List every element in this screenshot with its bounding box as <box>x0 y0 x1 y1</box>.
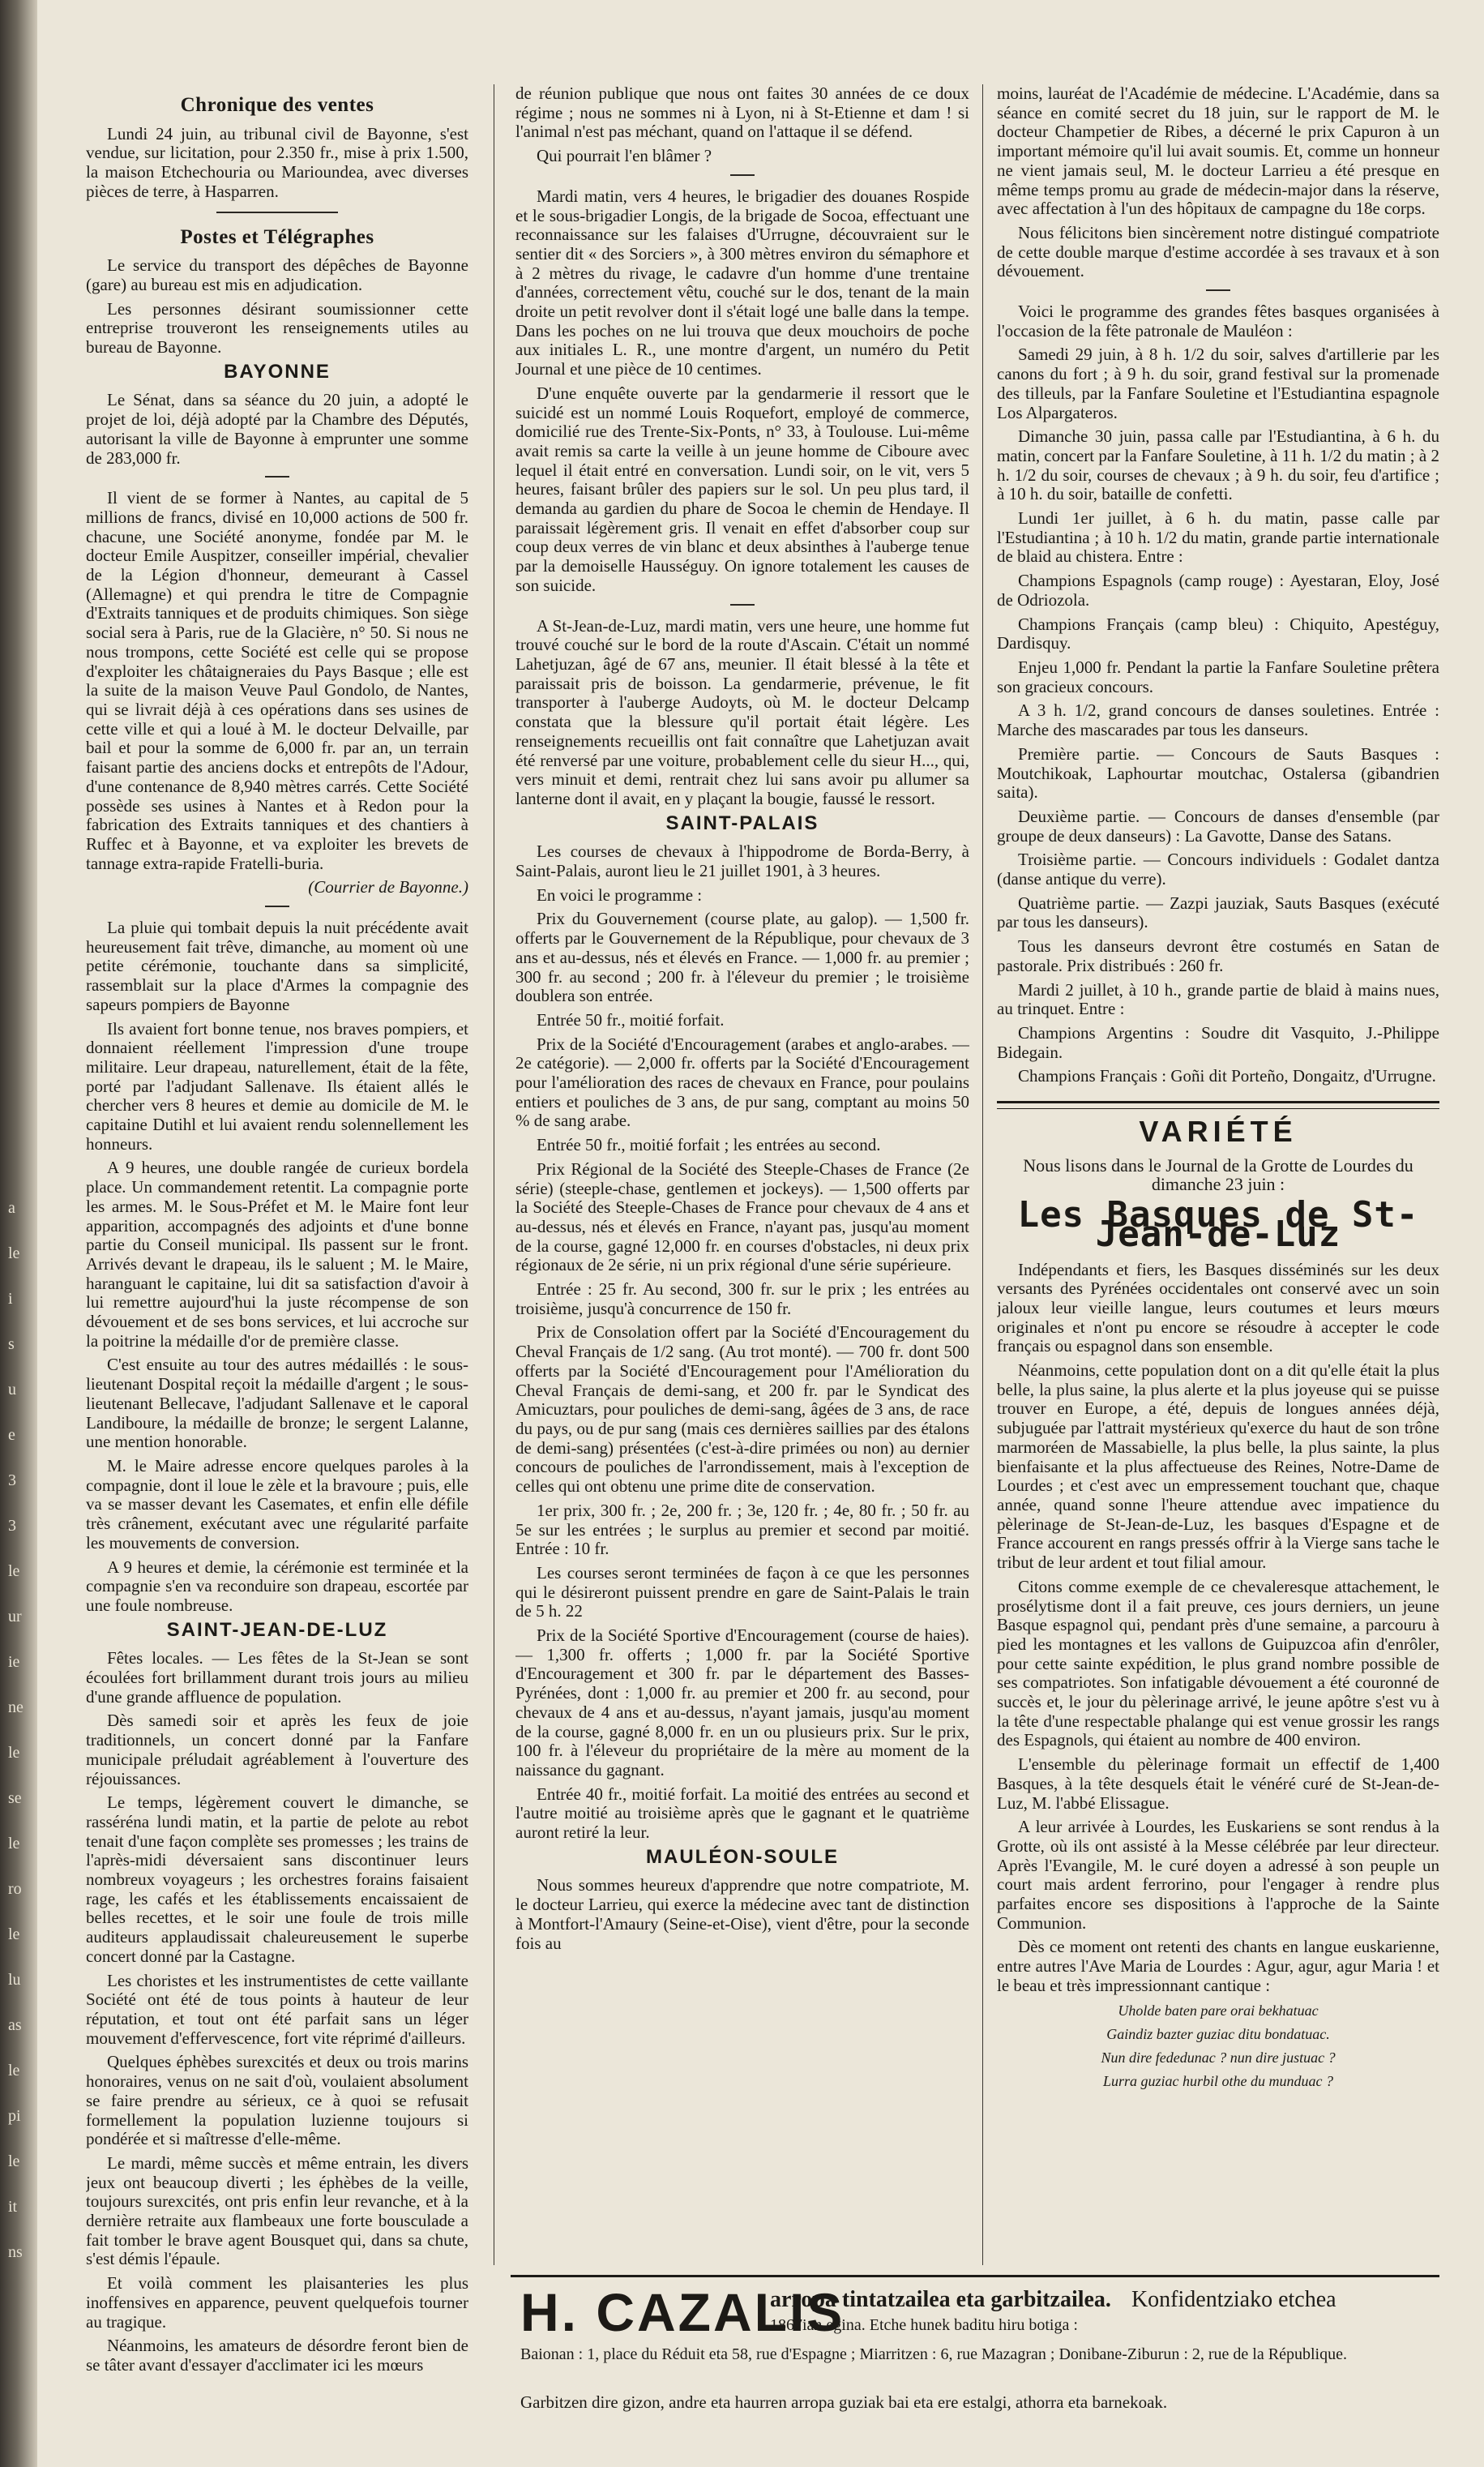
paragraph: A 3 h. 1/2, grand concours de danses souletines. Entrée : Marche des mascarades par tous les danseurs. <box>997 700 1439 740</box>
paragraph: Indépendants et fiers, les Basques disséminés sur les deux versants des Pyrénées occidentales ont conservé avec un soin jaloux leur vieille langue, leurs coutumes et leurs mœurs originales et n'ont pu encore se résoudre à accepter le code français ou espagnol dans son ensemble. <box>997 1259 1439 1356</box>
paragraph: Prix de Consolation offert par la Société d'Encouragement du Cheval Français de 1/2 sang. (Au trot monté). — 700 fr. dont 500 offerts par la Société d'Encouragement pour l'Amélioration du Cheval Français de demi-sang, et 200 fr. par le Syndicat des Amicuztars, pour pouliches de demi-sang, âgées de 3 ans, de race du pays, ou de pur sang (mais ces dernières saillies par des étalons de demi-sang) présentées (c'est-à-dire primées ou non) au dernier concours de pouliches de l'arrondissement, mais à l'exception de celles qui ont obtenu une prime dite de conservation. <box>515 1322 969 1497</box>
paragraph: Prix de la Société d'Encouragement (arabes et anglo-arabes. — 2e catégorie). — 2,000 fr. offerts par la Société d'Encouragement pour l'amélioration des races de chevaux en France, pour poulains entiers et pouliches de 3 ans, de pur sang, comptant au moins 50 % de sang arabe. <box>515 1034 969 1131</box>
paragraph: L'ensemble du pèlerinage formait un effectif de 1,400 Basques, à la tête desquels était le vénéré curé de St-Jean-de-Luz, M. l'abbé Elissague. <box>997 1754 1439 1813</box>
paragraph: A St-Jean-de-Luz, mardi matin, vers une heure, une homme fut trouvé couché sur le bord de la route d'Ascain. C'était un nommé Lahetjuzan, âgé de 67 ans, meunier. Il était blessé à la tête et paraissait pris de boisson. La gendarmerie, prévenue, le fit transporter à l'auberge Audoyts, où M. le docteur Delcamp constata que la blessure qu'il portait était légère. Les renseignements recueillis ont fait connaître que Lahetjuzan avait été renversé par une voiture, probablement celle du sieur H..., qui, vers minuit et demi, rentrait chez lui sans avoir pu allumer sa lanterne dont il avait, en y plaçant la bougie, faussé le ressort. <box>515 615 969 808</box>
ad-tagline <box>770 2287 1336 2313</box>
divider <box>216 212 338 213</box>
paragraph: Lundi 24 juin, au tribunal civil de Bayonne, s'est vendue, sur licitation, pour 2.350 fr., mise à prix 1.500, la maison Etchechouria ou Marioundea, avec diverses pièces de terre, à Hasparren. <box>86 123 468 201</box>
divider <box>730 604 755 606</box>
article-intro: Nous lisons dans le Journal de la Grotte de Lourdes du dimanche 23 juin : <box>1023 1154 1413 1195</box>
paragraph: En voici le programme : <box>537 884 703 905</box>
paragraph: Première partie. — Concours de Sauts Basques : Moutchikoak, Laphourtar moutchac, Ostalersa (gibandrien saita). <box>997 743 1439 803</box>
section-title-mauleon-soule: MAULÉON-SOULE <box>646 1845 839 1868</box>
paragraph: Champions Espagnols (camp rouge) : Ayestaran, Eloy, José de Odriozola. <box>997 571 1439 610</box>
paragraph: Le mardi, même succès et même entrain, les divers jeux ont beaucoup diverti ; les éphèbes de la veille, toujours surexcités, ont pris enfin leur revanche, et à la dernière retraite aux flambeaux une forte bousculade a fait tomber le brave agent Bousquet qui, dans sa chute, s'est démis l'épaule. <box>86 2152 468 2269</box>
paragraph: A 9 heures, une double rangée de curieux bordela place. Un commandement retentit. La compagnie porte les armes. M. le Sous-Préfet et M. le Maire font leur apparition, accompagnés des adjoints et d'une bonne partie du Conseil municipal. Ils passent sur le front. Arrivés devant le drapeau, ils le saluent ; M. le Maire, haranguant le capitaine, lui dit sa satisfaction d'avoir à lui remettre aujourd'hui la juste récompense de son dévouement et de ses bons services, et lui accroche sur la poitrine la médaille d'or de première classe. <box>86 1158 468 1351</box>
divider <box>1206 289 1230 291</box>
paragraph: Enjeu 1,000 fr. Pendant la partie la Fanfare Souletine prêtera son gracieux concours. <box>997 657 1439 696</box>
verse-line: Nun dire fededunac ? nun dire justuac ? <box>1101 2049 1336 2066</box>
paragraph: C'est ensuite au tour des autres médaillés : le sous-lieutenant Dospital reçoit la médaille d'argent ; le sous-lieutenant Bellecave, l'adjudant Sallenave et le caporal Landiboure, la médaille de bronze; le sergent Lalanne, une mention honorable. <box>86 1355 468 1452</box>
paragraph: Dès samedi soir et après les feux de joie traditionnels, un concert donné par la Fanfare municipale préludait agréablement à l'ouverture des réjouissances. <box>86 1711 468 1788</box>
section-title-saint-palais: SAINT-PALAIS <box>665 812 819 834</box>
paragraph: Mardi 2 juillet, à 10 h., grande partie de blaid à mains nues, au trinquet. Entre : <box>997 979 1439 1019</box>
paragraph: M. le Maire adresse encore quelques paroles à la compagnie, dont il loue le zèle et la bravoure ; puis, elle va se masser devant les Casemates, et enfin elle défile très crânement, exécutant avec une régularité parfaite les mouvements de conversion. <box>86 1456 468 1553</box>
binding-margin-text <box>3 0 36 2467</box>
section-title-postes: Postes et Télégraphes <box>180 225 374 248</box>
ad-addresses: Baionan : 1, place du Réduit eta 58, rue d'Espagne ; Miarritzen : 6, rue Mazagran ; Donibane-Ziburun : 2, rue de la République. <box>520 2345 1347 2363</box>
paragraph: Prix de la Société Sportive d'Encouragement (course de haies). — 1,300 fr. offerts ; 1,000 fr. par la Société Sportive d'Encouragement et 300 fr. par le département des Basses-Pyrénées, dont : 1,000 fr. au premier et 200 fr. au second, pour chevaux de 4 ans et au-dessus, n'ayant jamais, jusqu'au moment de la course, gagné 8,000 fr. en un ou plusieurs prix. Sur le prix, 100 fr. à l'éleveur du propriétaire de la mère au moment de la naissance du gagnant. <box>515 1625 969 1780</box>
binding-margin-char: ne <box>8 1698 24 1716</box>
binding-margin-char: se <box>8 1789 22 1807</box>
paragraph: Champions Français (camp bleu) : Chiquito, Apestéguy, Dardisquy. <box>997 614 1439 653</box>
paragraph: Le temps, légèrement couvert le dimanche, se rasséréna lundi matin, et la partie de pelote au rebot tenait d'une façon complète ses promesses ; les trains de l'après-midi déversaient sans discontinuer leurs nombreux voyageurs ; les orchestres forains faisaient rage, les cafés et les établissements encaissaient de belles recettes, et le soir une foule de trois mille auditeurs applaudissait chaleureusement le superbe concert donné par la Castagne. <box>86 1792 468 1966</box>
paragraph: Les choristes et les instrumentistes de cette vaillante Société ont été de tous points à hauteur de leur réputation, et tout ont été parfait sans un léger mouvement d'effervescence, fort vite réprimé d'ailleurs. <box>86 1970 468 2048</box>
section-title-ventes: Chronique des ventes <box>180 94 374 116</box>
paragraph: Nous félicitons bien sincèrement notre distingué compatriote de cette double marque d'estime accordée à ses travaux et à son dévouement. <box>997 222 1439 281</box>
paragraph: Ils avaient fort bonne tenue, nos braves pompiers, et donnaient réellement l'impression d'une troupe militaire. Leur drapeau, naturellement, était de la fête, porté par l'adjudant Sallenave. Ils étaient allés le chercher vers 8 heures et demie au domicile de M. le capitaine Dutihl et lui avaient rendu solennellement les honneurs. <box>86 1018 468 1154</box>
binding-margin-char: e <box>8 1426 15 1444</box>
binding-margin-char: u <box>8 1381 16 1398</box>
verse-line: Uholde baten pare orai bekhatuac <box>1118 2002 1319 2019</box>
paragraph: Prix Régional de la Société des Steeple-Chases de France (2e série) (steeple-chase, gentlemen et jockeys). — 1,500 offerts par la Société des Steeple-Chases de France pour chevaux de 4 ans et au-dessus, nés et élevés en France, n'ayant pas, jusqu'au moment de la course, gagné 12,000 fr. en courses d'obstacles, ni deux prix régionaux de 2e série, ni un prix régional d'une série supérieure. <box>515 1159 969 1275</box>
divider <box>730 174 755 176</box>
paragraph: Entrée 40 fr., moitié forfait. La moitié des entrées au second et l'autre moitié au troisième après que le gagnant et le quatrième auront retiré la leur. <box>515 1784 969 1843</box>
paragraph: Entrée 50 fr., moitié forfait. <box>537 1009 725 1030</box>
section-title-saint-jean-de-luz: SAINT-JEAN-DE-LUZ <box>166 1618 388 1641</box>
paragraph: Quatrième partie. — Zazpi jauziak, Sauts Basques (exécuté par tous les danseurs). <box>997 893 1439 932</box>
column-divider-2 <box>982 84 983 2265</box>
paragraph: Dimanche 30 juin, passa calle par l'Estudiantina, à 6 h. du matin, concert par la Fanfare Souletine, à 11 h. 1/2 du matin ; à 2 h. 1/2 du soir, courses de chevaux ; à 9 h. du soir, feu d'artifice ; à 10 h. du soir, bataille de confetti. <box>997 426 1439 504</box>
cantique-verse <box>997 2002 1439 2090</box>
paragraph: Il vient de se former à Nantes, au capital de 5 millions de francs, divisé en 10,000 actions de 500 fr. chacune, une Société anonyme, fondée par M. le docteur Emile Auspitzer, conseiller impérial, chevalier de la Légion d'honneur, demeurant à Cassel (Allemagne) et qui prendra le titre de Compagnie d'Extraits tanniques et de produits chimiques. Son siège social sera à Paris, rue de la Glacière, n° 50. Si nous ne nous trompons, cette Société est celle qui se propose d'exploiter les châtaigneraies du Pays Basque ; elle est la suite de la maison Veuve Paul Gondolo, de Nantes, qui se livrait déjà à ces opérations dans ses usines de cette ville et qui a loué à M. le docteur Delvaille, par bail et pour la somme de 6,000 fr. par an, un terrain faisant partie des anciens docks et entrepôts de l'Adour, d'une contenance de 8,940 mètres carrés. Cette Société possède ses usines à Nantes et à Redon pour la fabrication des Extraits tanniques et des chantiers à Ruffec et à Bayonne, et va exploiter les brevets de tannage extra-rapide Fratelli-buria. <box>86 488 468 873</box>
binding-margin-char: 3 <box>8 1517 16 1535</box>
paragraph: Les courses seront terminées de façon à ce que les personnes qui le désireront puissent prendre en gare de Saint-Palais le train de 5 h. 22 <box>515 1562 969 1621</box>
divider <box>265 906 289 907</box>
binding-margin-char: ro <box>8 1880 22 1898</box>
binding-margin-char: le <box>8 2062 20 2079</box>
binding-margin-char: le <box>8 1244 20 1262</box>
binding-margin-char: ns <box>8 2243 23 2261</box>
section-title-bayonne: BAYONNE <box>224 360 331 383</box>
ad-specialty: Konfidentziako etchea <box>1131 2287 1336 2312</box>
paragraph: Champions Français : Goñi dit Porteño, Dongaitz, d'Urrugne. <box>1018 1066 1436 1086</box>
binding-margin-char: 3 <box>8 1471 16 1489</box>
paragraph: Les courses de chevaux à l'hippodrome de Borda-Berry, à Saint-Palais, auront lieu le 21 juillet 1901, à 3 heures. <box>515 842 969 881</box>
article-headline: Les Basques de St-Jean-de-Luz <box>1017 1194 1419 1255</box>
paragraph: Néanmoins, cette population dont on a dit qu'elle était la plus belle, la plus saine, la plus alerte et la plus joyeuse qui se puisse trouver en Europe, a été, depuis de longues années déjà, subjuguée par l'attrait mystérieux qu'exerce du haut de son trône marmoréen de Massabielle, la plus belle, la plus sainte, la plus bienfaisante et la plus affectueuse des Reines, Notre-Dame de Lourdes ; et c'est avec un empressement touchant que, chaque année, quand sonne l'heure attendue avec impatience du pèlerinage de St-Jean-de-Luz, les basques d'Espagne et de France accourent en rangs pressés offrir à la Vierge sans tache le tribut de leur ardent et tout filial amour. <box>997 1360 1439 1573</box>
paragraph: Dès ce moment ont retenti des chants en langue euskarienne, entre autres l'Ave Maria de Lourdes : Agur, agur, agur Maria ! et le beau et très impressionnant cantique : <box>997 1937 1439 1995</box>
paragraph: Et voilà comment les plaisanteries les plus inoffensives en apparence, peuvent quelquefois tourner au tragique. <box>86 2273 468 2332</box>
paragraph: Néanmoins, les amateurs de désordre feront bien de se tâter avant d'essayer d'acclimater ici les mœurs <box>86 2336 468 2375</box>
paragraph: moins, lauréat de l'Académie de médecine. L'Académie, dans sa séance en comité secret du 18 juin, sur le rapport de M. le docteur Champetier de Ribes, a décerné le prix Capuron à un important mémoire qu'il lui avait soumis. Et, comme un honneur ne vient jamais seul, M. le docteur Larrieu a été presque en même temps promu au grade de médecin-major dans la réserve, avec affectation à l'un des hôpitaux de campagne du 18e corps. <box>997 84 1439 219</box>
paragraph: La pluie qui tombait depuis la nuit précédente avait heureusement fait trêve, dimanche, au moment où une petite cérémonie, touchante dans sa simplicité, rassemblait sur la place d'Armes la compagnie des sapeurs pompiers de Bayonne <box>86 918 468 1014</box>
source-attribution: (Courrier de Bayonne.) <box>308 877 468 897</box>
paragraph: Les personnes désirant soumissionner cette entreprise trouveront les renseignements utiles au bureau de Bayonne. <box>86 298 468 358</box>
binding-margin-char: i <box>8 1290 13 1308</box>
paragraph: 1er prix, 300 fr. ; 2e, 200 fr. ; 3e, 120 fr. ; 4e, 80 fr. ; 50 fr. au 5e sur les entrées ; le surplus au premier et second par moitié. Entrée : 10 fr. <box>515 1500 969 1559</box>
section-divider <box>997 1101 1439 1109</box>
paragraph: Lundi 1er juillet, à 6 h. du matin, passe calle par l'Estudiantina ; à 10 h. 1/2 du matin, grande partie internationale de blaid au chistera. Entre : <box>997 508 1439 567</box>
ad-footer: Garbitzen dire gizon, andre eta haurren arropa guziak bai eta ere estalgi, athorra eta barnekoak. <box>520 2392 1168 2412</box>
column-3 <box>997 84 1439 2249</box>
binding-margin-char: le <box>8 1562 20 1580</box>
verse-line: Lurra guziac hurbil othe du munduac ? <box>1102 2072 1333 2089</box>
paragraph: A 9 heures et demie, la cérémonie est terminée et la compagnie s'en va reconduire son drapeau, escortée par une foule nombreuse. <box>86 1557 468 1615</box>
paragraph: Qui pourrait l'en blâmer ? <box>537 146 712 166</box>
paragraph: Prix du Gouvernement (course plate, au galop). — 1,500 fr. offerts par le Gouvernement de la République, pour chevaux de 3 ans et au-dessus, nés et élevés en France. — 1,000 fr. au premier ; 300 fr. au second ; 200 fr. à l'éleveur du premier ; le troisième doublera son entrée. <box>515 909 969 1006</box>
paragraph: Quelques éphèbes surexcités et deux ou trois marins honoraires, venus on ne sait d'où, voulaient absolument se faire prendre au sérieux, ce à quoi se refusait formellement la population luzienne toujours si pondérée et si maîtresse d'elle-même. <box>86 2052 468 2149</box>
paragraph: A leur arrivée à Lourdes, les Euskariens se sont rendus à la Grotte, où ils ont assisté à la Messe célébrée par leur directeur. Après l'Evangile, M. le curé doyen a adressé à son peuple un court mais ardent ferrorino, pour l'engager à rendre plus parfaites encore ses dispositions à l'approche de la Sainte Communion. <box>997 1817 1439 1933</box>
divider <box>265 476 289 478</box>
paragraph: Troisième partie. — Concours individuels : Godalet dantza (danse antique du verre). <box>997 850 1439 889</box>
paragraph: Fêtes locales. — Les fêtes de la St-Jean se sont écoulées fort brillamment durant trois jours au milieu d'une grande affluence de population. <box>86 1648 468 1707</box>
binding-margin-char: it <box>8 2198 18 2216</box>
ad-tagline-text: arropa tintatzailea eta garbitzailea. <box>770 2287 1111 2312</box>
binding-margin-char: le <box>8 1925 20 1943</box>
advertisement-cazalis <box>511 2275 1439 2439</box>
paragraph: Mardi matin, vers 4 heures, le brigadier des douanes Rospide et le sous-brigadier Longis, de la brigade de Socoa, effectuant une reconnaissance sur les falaises d'Urrugne, découvraient sur le sentier dit « des Sorciers », à 300 mètres environ du sémaphore et à 2 mètres du rivage, le cadavre d'un homme d'une trentaine d'années, correctement vêtu, couché sur le dos, tenant de la main droite un petit revolver dont il s'était logé une balle dans la tempe. Dans les poches on ne lui trouva que deux mouchoirs de poche aux initiales L. R., une montre d'argent, un numéro du Petit Journal et une pièce de 10 centimes. <box>515 186 969 379</box>
paragraph: Le service du transport des dépêches de Bayonne (gare) au bureau est mis en adjudication. <box>86 255 468 294</box>
column-1 <box>86 91 468 2426</box>
binding-margin-char: le <box>8 1744 20 1762</box>
binding-margin-char: as <box>8 2016 22 2034</box>
section-title-variete: VARIÉTÉ <box>1139 1115 1298 1149</box>
verse-line: Gaindiz bazter guziac ditu bondatuac. <box>1106 2025 1330 2042</box>
paragraph: Deuxième partie. — Concours de danses d'ensemble (par groupe de deux danseurs) : La Gavotte, Danse des Satans. <box>997 806 1439 846</box>
ad-established: 1867ian egina. Etche hunek baditu hiru botiga : <box>770 2316 1078 2334</box>
column-2 <box>515 84 969 2257</box>
paragraph: de réunion publique que nous ont faites 30 années de ce doux régime ; nous ne sommes ni à Lyon, ni à St-Etienne et dam ! si l'animal n'est pas méchant, quand on l'attaque il se défend. <box>515 84 969 142</box>
binding-margin-char: lu <box>8 1971 21 1989</box>
paragraph: Voici le programme des grandes fêtes basques organisées à l'occasion de la fête patronale de Mauléon : <box>997 302 1439 340</box>
binding-margin-char: a <box>8 1199 15 1217</box>
binding-margin-char: le <box>8 2152 20 2170</box>
paragraph: Citons comme exemple de ce chevaleresque attachement, le prosélytisme dont il a fait preuve, ces jours derniers, un jeune Basque espagnol qui, pendant près d'une semaine, a parcouru à pied les montagnes et les vallons de Guipuzcoa afin d'enrôler, pour cette sainte expédition, le plus grand nombre possible de ses compatriotes. Son infatigable dévouement a été couronné de succès et, le jour du pèlerinage arrivé, le jeune apôtre s'est vu à la tête d'une respectable phalange qui est venue grossir les rangs des Espagnols, qui étaient au nombre de 400 environ. <box>997 1576 1439 1750</box>
paragraph: Samedi 29 juin, à 8 h. 1/2 du soir, salves d'artillerie par les canons du fort ; à 9 h. du soir, grand festival sur la promenade des tilleuls, par la Fanfare Souletine et l'Estudiantina espagnole Los Alpargateros. <box>997 345 1439 422</box>
paragraph: Entrée 50 fr., moitié forfait ; les entrées au second. <box>537 1135 881 1155</box>
paragraph: Entrée : 25 fr. Au second, 300 fr. sur le prix ; les entrées au troisième, jusqu'à concurrence de 150 fr. <box>515 1279 969 1318</box>
binding-margin-char: ie <box>8 1653 20 1671</box>
ad-brand-name: H. CAZALIS <box>520 2282 845 2342</box>
paragraph: Le Sénat, dans sa séance du 20 juin, a adopté le projet de loi, déjà adopté par la Chambre des Députés, autorisant la ville de Bayonne à emprunter une somme de 283,000 fr. <box>86 390 468 468</box>
binding-margin-char: le <box>8 1835 20 1852</box>
paragraph: Tous les danseurs devront être costumés en Satan de pastorale. Prix distribués : 260 fr. <box>997 936 1439 975</box>
binding-margin-char: s <box>8 1335 15 1353</box>
paragraph: Champions Argentins : Soudre dit Vasquito, J.-Philippe Bidegain. <box>997 1022 1439 1062</box>
binding-margin-char: ur <box>8 1608 22 1625</box>
binding-margin-char: pi <box>8 2107 21 2125</box>
paragraph: Nous sommes heureux d'apprendre que notre compatriote, M. le docteur Larrieu, qui exerce la médecine avec tant de distinction à Montfort-l'Amaury (Seine-et-Oise), vient d'être, pour la seconde fois au <box>515 1875 969 1953</box>
paragraph: D'une enquête ouverte par la gendarmerie il ressort que le suicidé est un nommé Louis Roquefort, employé de commerce, domicilié rue des Trente-Six-Ponts, n° 33, à Toulouse. Lui-même avait remis sa carte la veille à un jeune homme de Ciboure avec lequel il était entré en conversation. Lundi soir, on le vit, vers 5 heures, faisant brûler des papiers sur le sol. Un peu plus tard, il demanda au gardien du phare de Socoa le chemin de Hendaye. Il paraissait légèrement gris. Il venait en effet d'absorber coup sur coup deux verres de vin blanc et deux absinthes à l'auberge tenue par la demoiselle Hausséguy. On ignore totalement les causes de son suicide. <box>515 383 969 595</box>
